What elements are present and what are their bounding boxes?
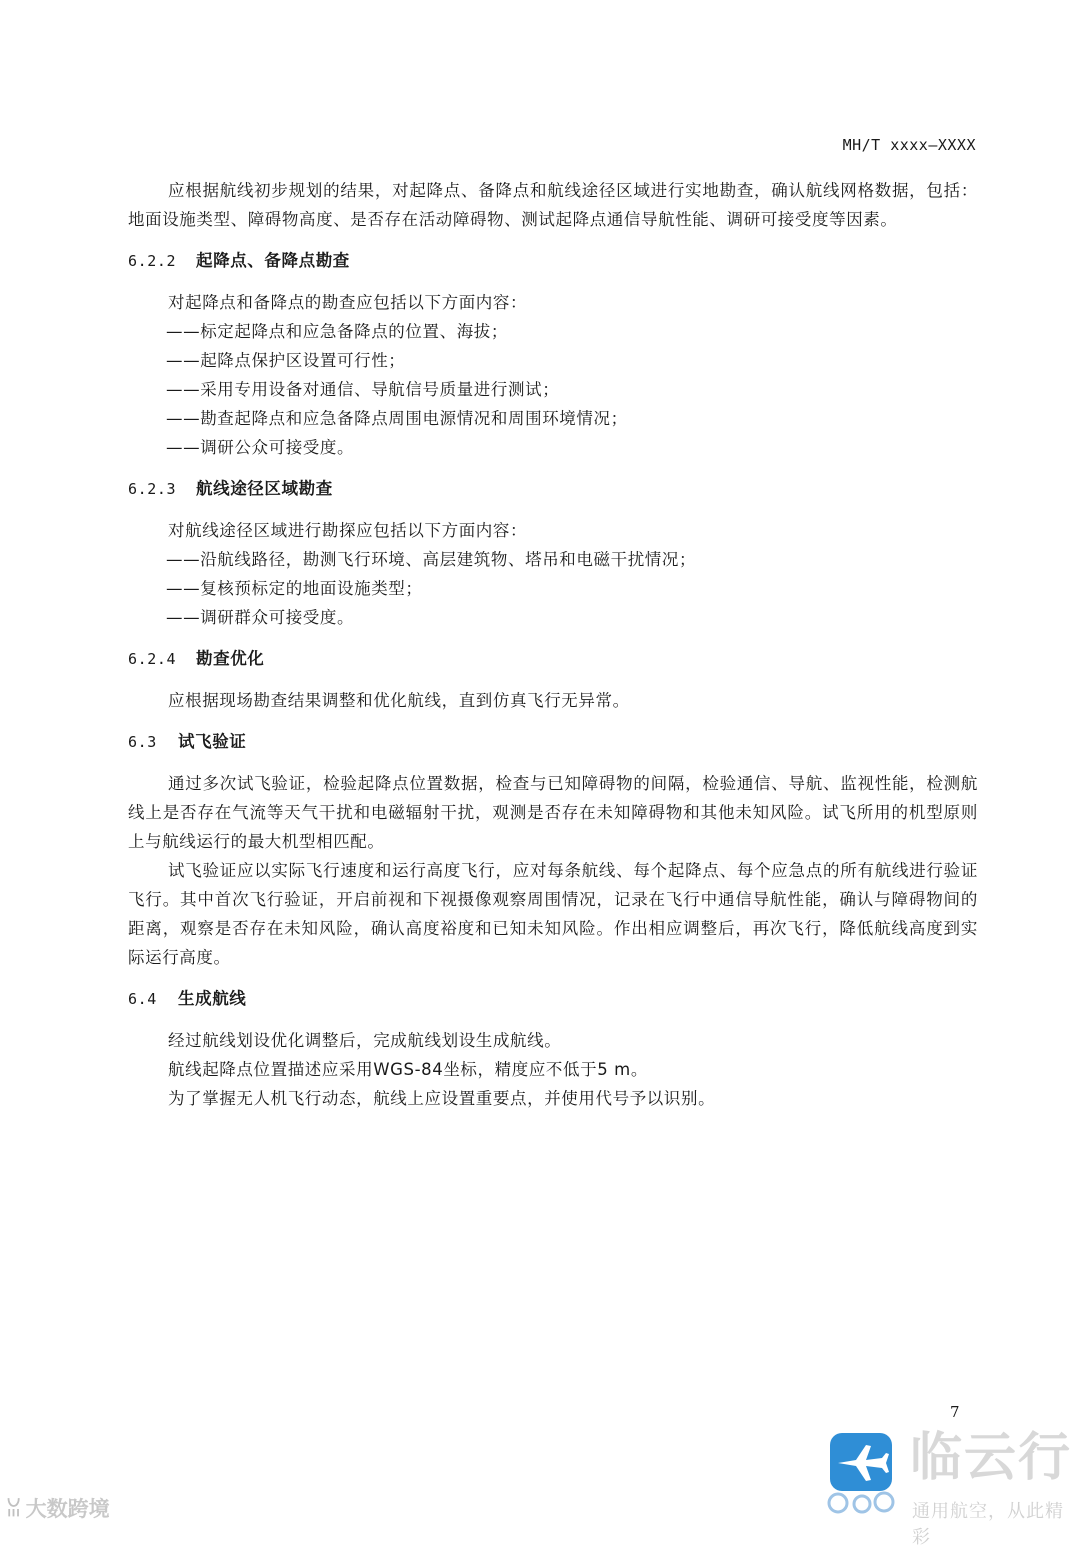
logo-badge xyxy=(830,1433,892,1491)
list-item: ——起降点保护区设置可行性； xyxy=(166,351,406,370)
section-title: 起降点、备降点勘查 xyxy=(196,251,350,270)
section-6-2-3-lead: 对航线途径区域进行勘探应包括以下方面内容： xyxy=(168,521,528,540)
section-6-4-paragraph-2: 航线起降点位置描述应采用WGS-84坐标，精度应不低于5 m。 xyxy=(168,1060,648,1079)
airplane-icon xyxy=(830,1433,892,1491)
list-item: ——调研公众可接受度。 xyxy=(166,438,355,457)
section-number: 6.3 xyxy=(128,733,157,751)
document-code: MH/T xxxx—XXXX xyxy=(842,136,976,154)
section-6-3-heading xyxy=(128,727,978,757)
section-number: 6.2.4 xyxy=(128,650,177,668)
section-6-4-paragraph-1: 经过航线划设优化调整后，完成航线划设生成航线。 xyxy=(168,1031,562,1050)
section-6-4-paragraph-3: 为了掌握无人机飞行动态，航线上应设置重要点，并使用代号予以识别。 xyxy=(168,1089,716,1108)
list-item: ——调研群众可接受度。 xyxy=(166,608,355,627)
section-number: 6.2.3 xyxy=(128,480,177,498)
list-item: ——沿航线路径，勘测飞行环境、高层建筑物、塔吊和电磁干扰情况； xyxy=(166,550,697,569)
logo-slogan: 通用航空，从此精彩 xyxy=(912,1501,1064,1548)
section-title: 试飞验证 xyxy=(178,732,247,751)
page-number: 7 xyxy=(950,1403,960,1421)
list-item: ——采用专用设备对通信、导航信号质量进行测试； xyxy=(166,380,560,399)
section-6-2-4-heading xyxy=(128,644,978,674)
section-6-2-3-heading xyxy=(128,474,978,504)
logo-name: 临云行 xyxy=(910,1428,1073,1488)
section-number: 6.4 xyxy=(128,990,157,1008)
weibo-icon: ꈍ xyxy=(6,1497,22,1521)
bubbles-decoration xyxy=(824,1488,904,1518)
section-6-2-4-text: 应根据现场勘查结果调整和优化航线，直到仿真飞行无异常。 xyxy=(168,691,630,710)
intro-paragraph: 应根据航线初步规划的结果，对起降点、备降点和航线途径区域进行实地勘查，确认航线网格数据，包括：地面设施类型、障碍物高度、是否存在活动障碍物、测试起降点通信导航性能、调研可接受度等因素。 xyxy=(128,181,978,229)
section-6-2-2-lead: 对起降点和备降点的勘查应包括以下方面内容： xyxy=(168,293,528,312)
section-6-2-2-heading xyxy=(128,246,978,276)
section-6-3-paragraph-2: 试飞验证应以实际飞行速度和运行高度飞行，应对每条航线、每个起降点、每个应急点的所有航线进行验证飞行。其中首次飞行验证，开启前视和下视摄像观察周围情况，记录在飞行中通信导航性能，确认与障碍物间的距离，观察是否存在未知风险，确认高度裕度和已知未知风险。作出相应调整后，再次飞行，降低航线高度到实际运行高度。 xyxy=(128,861,978,967)
section-6-4-heading xyxy=(128,984,978,1014)
list-item: ——标定起降点和应急备降点的位置、海拔； xyxy=(166,322,508,341)
section-title: 航线途径区域勘查 xyxy=(196,479,333,498)
document-body xyxy=(128,176,978,1113)
section-number: 6.2.2 xyxy=(128,252,177,270)
watermark-left-text: 大数跨境 xyxy=(25,1497,110,1521)
section-6-3-paragraph-1: 通过多次试飞验证，检验起降点位置数据，检查与已知障碍物的间隔，检验通信、导航、监视性能，检测航线上是否存在气流等天气干扰和电磁辐射干扰，观测是否存在未知障碍物和其他未知风险。试飞所用的机型原则上与航线运行的最大机型相匹配。 xyxy=(128,774,978,851)
section-title: 勘查优化 xyxy=(196,649,265,668)
watermark-left xyxy=(6,1493,110,1523)
list-item: ——复核预标定的地面设施类型； xyxy=(166,579,423,598)
list-item: ——勘查起降点和应急备降点周围电源情况和周围环境情况； xyxy=(166,409,628,428)
section-title: 生成航线 xyxy=(178,989,247,1008)
